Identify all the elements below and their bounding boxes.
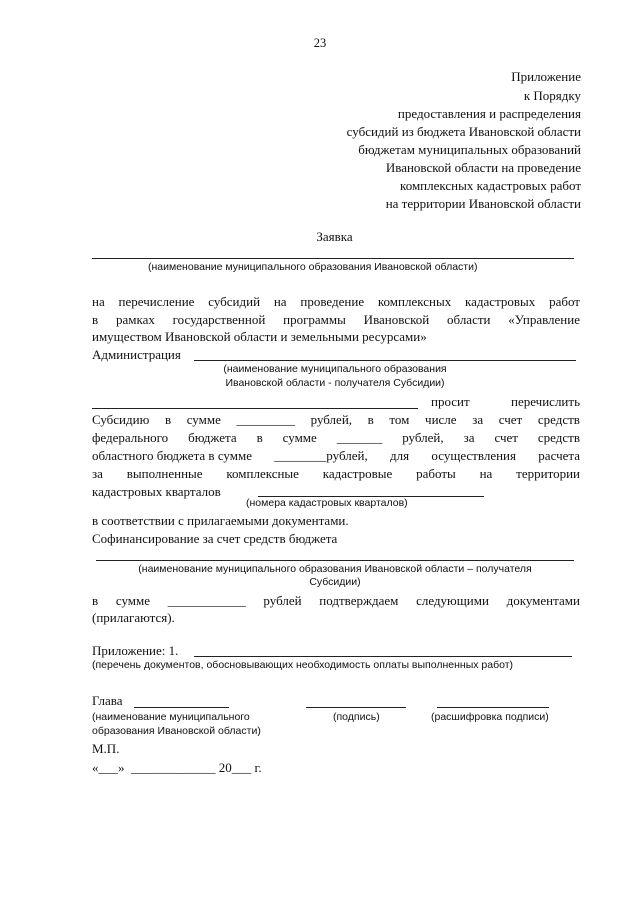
- recipient-underline: [92, 408, 418, 409]
- recipient2-underline: [96, 560, 574, 561]
- hint-recipient2-line: Субсидии): [309, 576, 361, 588]
- appendix-line: на территории Ивановской области: [385, 196, 581, 211]
- hint-municipality: (наименование муниципального образования Ивановской области): [148, 261, 478, 273]
- hint-recipient-line: (наименование муниципального образования: [223, 363, 447, 375]
- subsidy-line: областного бюджета в сумме ________рублей, для осуществления расчета: [92, 448, 580, 463]
- hint-head-line: образования Ивановской области): [92, 725, 261, 737]
- seal-label: М.П.: [92, 741, 120, 756]
- appendix-line: к Порядку: [523, 88, 581, 103]
- head-label: Глава: [92, 693, 123, 708]
- administration-underline: [194, 360, 576, 361]
- cadastral-label: кадастровых кварталов: [92, 484, 221, 499]
- hint-signature: (подпись): [333, 711, 380, 723]
- appendix-line: Ивановской области на проведение: [385, 160, 581, 175]
- accordance-text: в соответствии с прилагаемыми документами.: [92, 513, 349, 528]
- appendix-underline: [194, 656, 572, 657]
- administration-label: Администрация: [92, 347, 181, 362]
- decoding-underline: [437, 707, 549, 708]
- appendix-line: бюджетам муниципальных образований: [358, 142, 581, 157]
- subsidy-line: Субсидию в сумме _________ рублей, в том числе за счет средств: [92, 412, 580, 427]
- appendix-line: Приложение: [511, 69, 581, 84]
- subsidy-line: федерального бюджета в сумме _______ рублей, за счет средств: [92, 430, 580, 445]
- signature-underline: [306, 707, 406, 708]
- amount-line: в сумме ____________ рублей подтверждаем следующими документами: [92, 593, 580, 608]
- page-number: 23: [313, 36, 327, 50]
- hint-documents: (перечень документов, обосновывающих необходимость оплаты выполненных работ): [92, 659, 514, 671]
- appendix-line: комплексных кадастровых работ: [400, 178, 581, 193]
- cofinancing-text: Софинансирование за счет средств бюджета: [92, 531, 338, 546]
- hint-decoding: (расшифровка подписи): [431, 711, 549, 723]
- paragraph-line: имуществом Ивановской области и земельными ресурсами»: [92, 329, 427, 344]
- appendix-line: субсидий из бюджета Ивановской области: [346, 124, 581, 139]
- subsidy-line: за выполненные комплексные кадастровые работы на территории: [92, 466, 580, 481]
- hint-cadastral: (номера кадастровых кварталов): [246, 497, 408, 509]
- paragraph-line: в рамках государственной программы Ивановской области «Управление: [92, 312, 580, 327]
- date-line: «___» _____________ 20___ г.: [92, 760, 262, 775]
- appendix-line: предоставления и распределения: [397, 106, 581, 121]
- request-text: просит перечислить: [431, 394, 580, 409]
- paragraph-line: на перечисление субсидий на проведение комплексных кадастровых работ: [92, 294, 580, 309]
- appendix-label: Приложение: 1.: [92, 643, 179, 658]
- document-title: Заявка: [316, 229, 353, 244]
- municipality-underline: [92, 258, 574, 259]
- hint-recipient-line: Ивановской области - получателя Субсидии): [225, 377, 445, 389]
- attached-text: (прилагаются).: [92, 610, 175, 625]
- hint-head-line: (наименование муниципального: [92, 711, 250, 723]
- head-underline: [134, 707, 229, 708]
- hint-recipient2-line: (наименование муниципального образования Ивановской области – получателя: [138, 563, 532, 575]
